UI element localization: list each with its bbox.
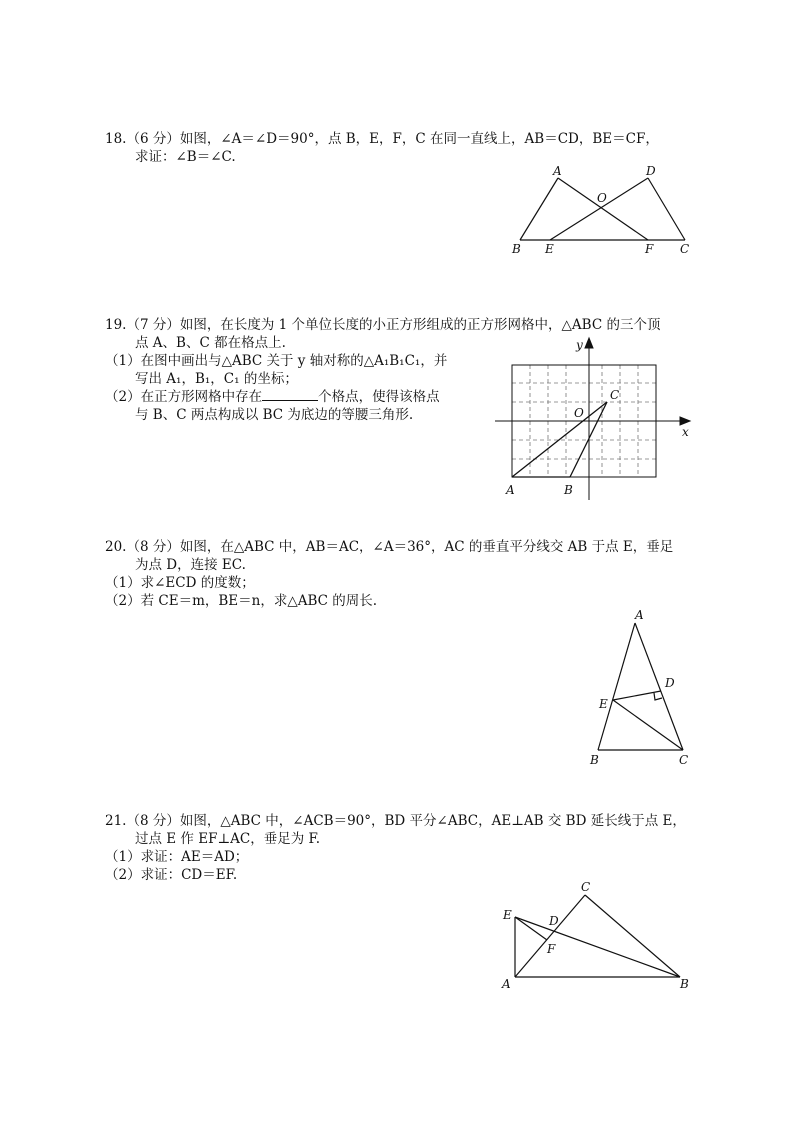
- q21-part-1: （1）求证：AE＝AD；: [105, 849, 249, 865]
- q19-label-o: O: [574, 406, 584, 420]
- q19-part2-post: 个格点，使得该格点: [318, 389, 440, 405]
- q18-line-af: [558, 178, 648, 240]
- q21-line-eb: [515, 917, 680, 977]
- q20-part-1: （1）求∠ECD 的度数；: [105, 575, 255, 591]
- q19-label-x: x: [682, 425, 689, 439]
- q19-label-c: C: [610, 388, 620, 402]
- q18-label-c: C: [680, 242, 690, 256]
- q18-label-b: B: [512, 242, 521, 256]
- q20-right-angle-mark: [654, 693, 662, 700]
- q19-line-1: 19.（7 分）如图，在长度为 1 个单位长度的小正方形组成的正方形网格中，△ABC 的三个顶: [105, 317, 661, 333]
- q19-answer-blank[interactable]: [262, 388, 318, 401]
- q20-figure: [585, 605, 705, 770]
- q21-label-f: F: [547, 942, 556, 956]
- q20-line-ab: [598, 623, 635, 750]
- q20-label-e: E: [599, 697, 608, 711]
- q18-line-de: [550, 178, 648, 240]
- q21-line-ac: [515, 895, 585, 977]
- q19-triangle-abc: [512, 402, 607, 477]
- q21-label-d: D: [549, 914, 559, 928]
- q18-line-ab: [520, 178, 558, 240]
- q21-line-ef: [515, 917, 547, 940]
- q18-label-a: A: [553, 164, 562, 178]
- q18-label-o: O: [597, 191, 607, 205]
- question-21: [105, 812, 686, 884]
- q19-label-y: y: [576, 338, 583, 352]
- q18-line-1: 18.（6 分）如图，∠A＝∠D＝90°，点 B，E，F，C 在同一直线上，AB＝CD，BE＝CF，: [105, 131, 659, 147]
- q21-label-a: A: [502, 977, 511, 991]
- q20-line-ac: [635, 623, 683, 750]
- q19-part2-b: 与 B、C 两点构成以 BC 为底边的等腰三角形.: [135, 407, 414, 423]
- q18-line-cd: [648, 178, 685, 240]
- q21-line-cb: [585, 895, 680, 977]
- q21-label-e: E: [503, 908, 512, 922]
- q20-label-b: B: [590, 753, 599, 767]
- q18-label-e: E: [545, 242, 554, 256]
- q19-y-arrow: [585, 338, 593, 348]
- q21-figure: [495, 875, 705, 995]
- q19-part1-b: 写出 A₁，B₁，C₁ 的坐标；: [135, 371, 298, 387]
- q19-part1-a: （1）在图中画出与△ABC 关于 y 轴对称的△A₁B₁C₁，并: [105, 353, 448, 369]
- q19-x-arrow: [680, 417, 690, 425]
- q20-line-2: 为点 D，连接 EC.: [135, 557, 246, 573]
- q20-part-2: （2）若 CE＝m，BE＝n，求△ABC 的周长.: [105, 593, 378, 609]
- q18-line-2: 求证：∠B＝∠C.: [135, 149, 236, 165]
- q19-label-a: A: [506, 483, 515, 497]
- q19-part2-pre: （2）在正方形网格中存在: [105, 389, 263, 405]
- question-20: [105, 538, 673, 610]
- q19-figure: [490, 335, 700, 500]
- q21-line-1: 21.（8 分）如图，△ABC 中，∠ACB＝90°，BD 平分∠ABC，AE⊥AB 交 BD 延长线于点 E，: [105, 813, 686, 829]
- q18-label-d: D: [646, 164, 656, 178]
- q19-label-b: B: [564, 483, 573, 497]
- q20-line-ec: [613, 700, 683, 750]
- q21-label-c: C: [581, 880, 591, 894]
- q20-label-a: A: [635, 608, 644, 622]
- q18-label-f: F: [645, 242, 654, 256]
- q21-line-2: 过点 E 作 EF⊥AC，垂足为 F.: [135, 831, 321, 847]
- q21-label-b: B: [680, 977, 689, 991]
- q20-line-1: 20.（8 分）如图，在△ABC 中，AB＝AC，∠A＝36°，AC 的垂直平分线交 AB 于点 E，垂足: [105, 539, 674, 555]
- q20-label-d: D: [665, 676, 675, 690]
- q18-figure: [505, 160, 705, 260]
- q21-part-2: （2）求证：CD＝EF.: [105, 867, 238, 883]
- q19-line-2: 点 A、B、C 都在格点上.: [135, 335, 286, 351]
- q20-label-c: C: [679, 753, 689, 767]
